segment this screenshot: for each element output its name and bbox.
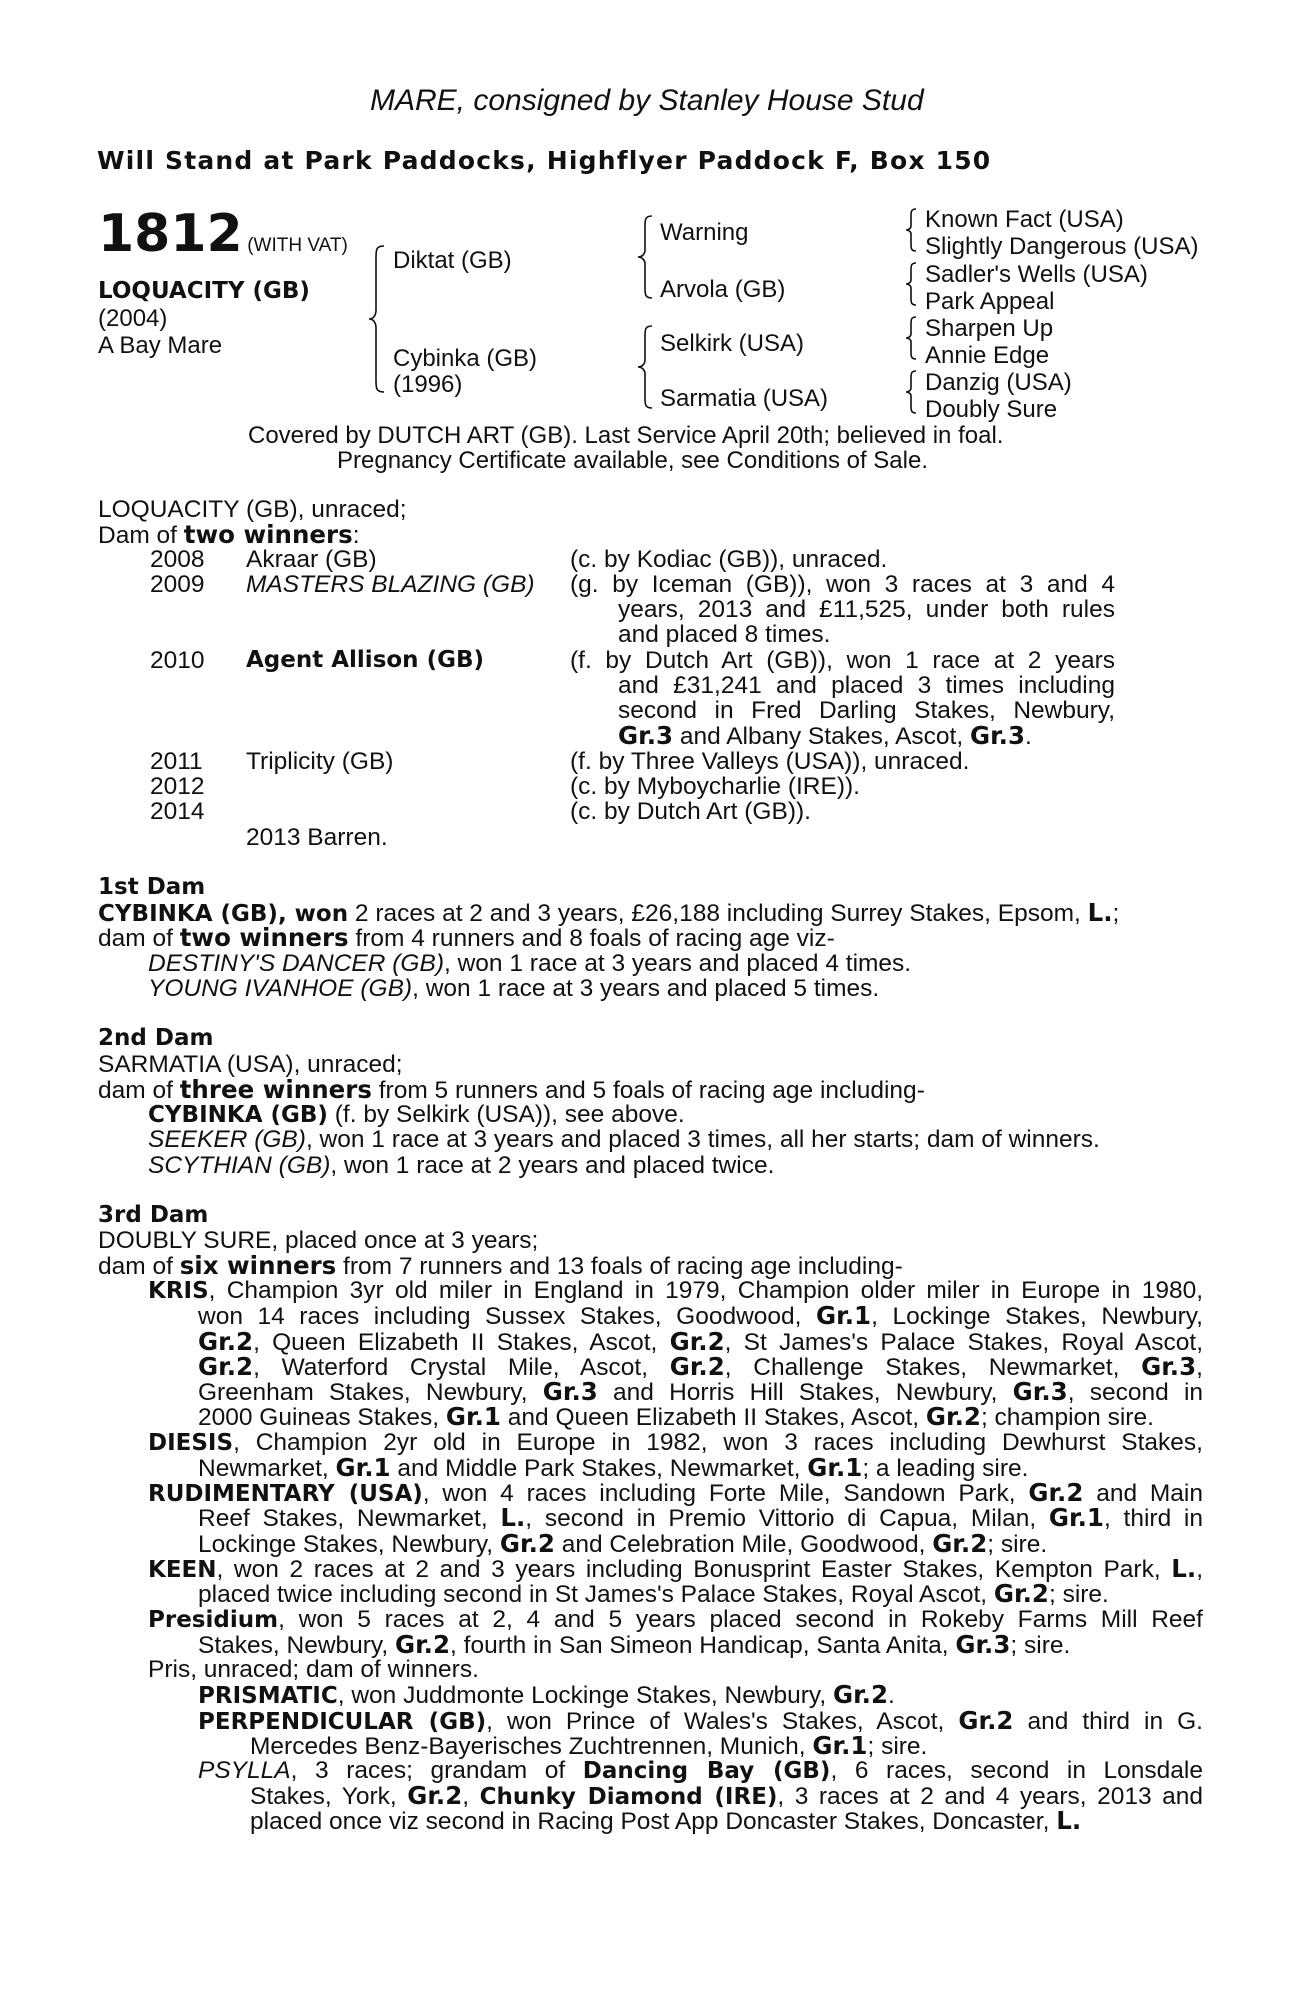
pedigree-ggp: Danzig (USA)	[925, 369, 1072, 396]
grade: Gr.3	[969, 721, 1026, 750]
foal-detail: second in Fred Darling Stakes, Newbury,	[618, 697, 1115, 724]
psylla-line	[250, 1808, 1081, 1835]
dam1-progeny	[148, 951, 911, 977]
text: won 14 races including Sussex Stakes, Goodwood,	[198, 1303, 817, 1330]
text: , third in	[1103, 1505, 1203, 1532]
pedigree-brace-ggp-1	[904, 208, 918, 252]
pedigree-dam-year: (1996)	[393, 371, 463, 398]
dam2-progeny	[148, 1153, 774, 1179]
text: ; sire.	[1010, 1632, 1071, 1659]
pedigree-ggp: Known Fact (USA)	[925, 206, 1124, 233]
text: , won Prince of Wales's Stakes, Ascot,	[486, 1708, 959, 1735]
covered-line: Covered by DUTCH ART (GB). Last Service April 20th; believed in foal.	[248, 422, 1004, 449]
dam1-dam-of	[98, 925, 835, 952]
grade: Gr.1	[812, 1731, 868, 1760]
pedigree-sire-dam: Arvola (GB)	[660, 276, 786, 303]
progeny-name: KRIS	[148, 1278, 209, 1304]
foal-year: 2008	[150, 546, 205, 573]
progeny-name: CYBINKA (GB)	[148, 1102, 328, 1128]
grand-progeny-name: Dancing Bay (GB)	[582, 1758, 831, 1784]
foal-year: 2009	[150, 571, 205, 598]
pedigree-dam-dam: Sarmatia (USA)	[660, 385, 829, 412]
pedigree-brace-ggp-3	[904, 316, 918, 360]
presidium-line	[198, 1632, 1070, 1659]
text: , won 4 races including Forte Mile, Sandown Park,	[422, 1480, 1029, 1507]
text: ,	[1196, 1556, 1203, 1583]
perpendicular-line	[250, 1733, 927, 1760]
text: dam of	[98, 1077, 180, 1104]
progeny-name: PERPENDICULAR (GB)	[198, 1709, 487, 1735]
barren-note: 2013 Barren.	[246, 824, 388, 851]
foal-name: Agent Allison (GB)	[246, 647, 484, 673]
grade: L.	[500, 1503, 526, 1532]
pedigree-dam: Cybinka (GB)	[393, 345, 538, 372]
text: and Queen Elizabeth II Stakes, Ascot,	[500, 1404, 926, 1431]
grade: L.	[1056, 1806, 1082, 1835]
text: ; sire.	[987, 1531, 1048, 1558]
pedigree-brace-parents	[368, 244, 388, 394]
horse-name: LOQUACITY (GB)	[98, 278, 310, 304]
section-heading-3rd-dam: 3rd Dam	[98, 1202, 209, 1228]
kris-line	[198, 1404, 1154, 1431]
text: , won Juddmonte Lockinge Stakes, Newbury,	[337, 1682, 833, 1709]
text: and third in G.	[1013, 1708, 1203, 1735]
vat-note: (WITH VAT)	[247, 235, 348, 256]
presidium-line	[148, 1607, 1203, 1634]
text: , won	[277, 901, 349, 927]
lot-number: 1812	[98, 204, 243, 264]
text: Mercedes Benz-Bayerisches Zuchtrennen, Munich,	[250, 1733, 813, 1760]
text: placed once viz second in Racing Post App Doncaster Stakes, Doncaster,	[250, 1808, 1057, 1835]
dam2-progeny	[148, 1102, 685, 1129]
progeny-name: DIESIS	[148, 1430, 234, 1456]
text: , Waterford Crystal Mile, Ascot,	[253, 1354, 670, 1381]
grade: Gr.1	[445, 1402, 501, 1431]
foal-detail: (f. by Three Valleys (USA)), unraced.	[570, 748, 970, 775]
text: ,	[1196, 1354, 1203, 1381]
progeny-name: SEEKER (GB)	[148, 1126, 306, 1153]
prismatic-line	[198, 1682, 895, 1710]
text: 2 races at 2 and 3 years, £26,188 including Surrey Stakes, Epsom,	[348, 900, 1088, 927]
text: and Albany Stakes, Ascot,	[673, 723, 970, 750]
grade: Gr.3	[955, 1630, 1011, 1659]
text: , won 1 race at 3 years and placed 5 times.	[412, 975, 880, 1002]
text: , fourth in San Simeon Handicap, Santa Anita,	[450, 1632, 956, 1659]
text: Stakes, Newbury,	[198, 1632, 395, 1659]
foal-detail	[618, 723, 1032, 750]
stand-location: Will Stand at Park Paddocks, Highflyer Paddock F, Box 150	[97, 146, 992, 175]
produce-dam-of	[98, 522, 360, 549]
grade: L.	[1171, 1554, 1197, 1583]
text: Greenham Stakes, Newbury,	[198, 1379, 543, 1406]
progeny-name: DESTINY'S DANCER (GB)	[148, 950, 444, 977]
dam2-intro: SARMATIA (USA), unraced;	[98, 1051, 403, 1078]
lot-block	[98, 204, 348, 264]
pedigree-ggp: Annie Edge	[925, 342, 1050, 369]
foal-detail: (c. by Myboycharlie (IRE)).	[570, 773, 860, 800]
text: , Queen Elizabeth II Stakes, Ascot,	[253, 1329, 670, 1356]
text: .	[888, 1682, 895, 1709]
progeny-name: RUDIMENTARY (USA)	[148, 1481, 423, 1507]
dam3-dam-of	[98, 1253, 903, 1280]
horse-description: A Bay Mare	[98, 332, 223, 359]
text: ,	[462, 1783, 480, 1810]
keen-line	[198, 1581, 1109, 1608]
grade: Gr.2	[198, 1352, 254, 1381]
text: .	[1025, 723, 1032, 750]
foal-detail: and £31,241 and placed 3 times including	[618, 672, 1115, 699]
foal-detail: and placed 8 times.	[618, 621, 831, 648]
grade: Gr.1	[335, 1453, 391, 1482]
text: , St James's Palace Stakes, Royal Ascot,	[724, 1329, 1204, 1356]
pedigree-ggp: Sharpen Up	[925, 315, 1054, 342]
winners-count: three winners	[179, 1075, 372, 1104]
pedigree-sire-sire: Warning	[660, 219, 749, 246]
text: , won 1 race at 3 years and placed 3 times, all her starts; dam of winners.	[305, 1126, 1100, 1153]
text: ; a leading sire.	[862, 1455, 1029, 1482]
text: , Challenge Stakes, Newmarket,	[724, 1354, 1142, 1381]
grade: Gr.3	[1141, 1352, 1197, 1381]
pedigree-brace-ggp-4	[904, 370, 918, 414]
text: placed twice including second in St James's Palace Stakes, Royal Ascot,	[198, 1581, 994, 1608]
foal-detail: (f. by Dutch Art (GB)), won 1 race at 2 years	[570, 647, 1115, 674]
diesis-line	[198, 1455, 1028, 1482]
perpendicular-line	[198, 1708, 1203, 1736]
text: , won 2 races at 2 and 3 years including Bonusprint Easter Stakes, Kempton Park,	[216, 1556, 1172, 1583]
text: dam of	[98, 1253, 180, 1280]
text: , 3 races; grandam of	[290, 1757, 583, 1784]
foal-year: 2014	[150, 798, 205, 825]
grade: Gr.2	[832, 1680, 889, 1709]
grade: Gr.1	[816, 1301, 872, 1330]
pedigree-brace-ggp-2	[904, 262, 918, 306]
rudimentary-line	[148, 1480, 1203, 1508]
grade: Gr.2	[993, 1579, 1049, 1608]
text: , 3 races at 2 and 4 years, 2013 and	[777, 1783, 1203, 1810]
text: , won 1 race at 2 years and placed twice.	[330, 1152, 775, 1179]
grade: Gr.3	[542, 1377, 598, 1406]
pedigree-ggp: Doubly Sure	[925, 396, 1058, 423]
pedigree-dam-sire: Selkirk (USA)	[660, 330, 805, 357]
grade: Gr.3	[618, 721, 674, 750]
text: Newmarket,	[198, 1455, 336, 1482]
grade: Gr.2	[669, 1327, 725, 1356]
foal-detail: years, 2013 and £11,525, under both rules	[618, 596, 1115, 623]
dam1-progeny	[148, 976, 879, 1002]
text: , 6 races, second in Lonsdale	[830, 1757, 1203, 1784]
foal-detail: (c. by Kodiac (GB)), unraced.	[570, 546, 888, 573]
progeny-name: Presidium	[148, 1607, 279, 1633]
foal-detail: (c. by Dutch Art (GB)).	[570, 798, 811, 825]
text: from 7 runners and 13 foals of racing age including-	[336, 1253, 903, 1280]
pedigree-ggp: Sadler's Wells (USA)	[925, 261, 1148, 288]
text: , Champion 3yr old miler in England in 1979, Champion older miler in Europe in 1980,	[208, 1277, 1203, 1304]
produce-intro: LOQUACITY (GB), unraced;	[98, 496, 407, 523]
dam3-intro: DOUBLY SURE, placed once at 3 years;	[98, 1227, 539, 1254]
text: ; sire.	[1048, 1581, 1109, 1608]
section-heading-1st-dam: 1st Dam	[98, 874, 206, 900]
text: dam of	[98, 925, 180, 952]
progeny-name: SCYTHIAN (GB)	[148, 1152, 331, 1179]
text: Lockinge Stakes, Newbury,	[198, 1531, 500, 1558]
kris-line	[198, 1379, 1203, 1406]
grade: Gr.2	[1028, 1478, 1084, 1507]
grand-progeny-name: Chunky Diamond (IRE)	[479, 1784, 778, 1810]
text: , second in	[1067, 1379, 1204, 1406]
text: and Middle Park Stakes, Newmarket,	[390, 1455, 808, 1482]
text: , Lockinge Stakes, Newbury,	[871, 1303, 1203, 1330]
grade: L.	[1087, 898, 1113, 927]
text: Stakes, York,	[250, 1783, 408, 1810]
foal-name: MASTERS BLAZING (GB)	[246, 571, 535, 598]
grade: Gr.1	[1048, 1503, 1104, 1532]
pedigree-ggp: Park Appeal	[925, 288, 1055, 315]
winners-count: six winners	[179, 1251, 337, 1280]
text: Dam of	[98, 522, 184, 549]
text: ;	[1112, 900, 1120, 927]
grade: Gr.2	[198, 1327, 254, 1356]
text: from 4 runners and 8 foals of racing age viz-	[348, 925, 835, 952]
winners-count: two winners	[183, 520, 353, 549]
grade: Gr.2	[958, 1706, 1014, 1735]
text: , won 5 races at 2, 4 and 5 years placed second in Rokeby Farms Mill Reef	[278, 1606, 1203, 1633]
foal-detail: (g. by Iceman (GB)), won 3 races at 3 and 4	[570, 571, 1115, 598]
text: ; champion sire.	[980, 1404, 1154, 1431]
psylla-line	[198, 1758, 1203, 1785]
text: , Champion 2yr old in Europe in 1982, won 3 races including Dewhurst Stakes,	[233, 1429, 1203, 1456]
page-title: MARE, consigned by Stanley House Stud	[370, 84, 924, 117]
rudimentary-line	[198, 1531, 1047, 1558]
kris-line	[148, 1278, 1203, 1305]
diesis-line	[148, 1430, 1203, 1457]
text: and Main	[1083, 1480, 1203, 1507]
progeny-name: KEEN	[148, 1557, 217, 1583]
pedigree-brace-dam-line	[636, 324, 656, 410]
kris-line	[198, 1303, 1203, 1330]
text: from 5 runners and 5 foals of racing age including-	[371, 1077, 925, 1104]
pedigree-ggp: Slightly Dangerous (USA)	[925, 233, 1199, 260]
text: Reef Stakes, Newmarket,	[198, 1505, 501, 1532]
foal-name: Akraar (GB)	[246, 546, 377, 573]
grade: Gr.1	[807, 1453, 863, 1482]
dam2-dam-of	[98, 1077, 925, 1104]
progeny-name: PRISMATIC	[198, 1683, 338, 1709]
foal-year: 2010	[150, 647, 205, 674]
foal-year: 2012	[150, 773, 205, 800]
winners-count: two winners	[179, 923, 349, 952]
pedigree-brace-sire-line	[636, 214, 656, 300]
progeny-name: YOUNG IVANHOE (GB)	[148, 975, 413, 1002]
grade: Gr.2	[669, 1352, 725, 1381]
text: and Horris Hill Stakes, Newbury,	[597, 1379, 1013, 1406]
grade: Gr.3	[1012, 1377, 1068, 1406]
text: and Celebration Mile, Goodwood,	[554, 1531, 933, 1558]
text: , won 1 race at 3 years and placed 4 times.	[444, 950, 912, 977]
text: , second in Premio Vittorio di Capua, Milan,	[525, 1505, 1049, 1532]
dam-name: CYBINKA (GB)	[98, 901, 278, 927]
foal-name: Triplicity (GB)	[246, 748, 394, 775]
rudimentary-line	[198, 1505, 1203, 1532]
progeny-name: PSYLLA	[198, 1757, 291, 1784]
text: 2000 Guineas Stakes,	[198, 1404, 446, 1431]
foal-year: 2011	[150, 748, 203, 775]
dam2-progeny	[148, 1127, 1100, 1153]
grade: Gr.2	[394, 1630, 451, 1659]
text: :	[352, 522, 360, 549]
pris-intro: Pris, unraced; dam of winners.	[148, 1656, 479, 1683]
grade: Gr.2	[925, 1402, 981, 1431]
text: (f. by Selkirk (USA)), see above.	[327, 1101, 685, 1128]
grade: Gr.2	[932, 1529, 988, 1558]
grade: Gr.2	[499, 1529, 555, 1558]
pregnancy-note: Pregnancy Certificate available, see Conditions of Sale.	[337, 447, 928, 474]
horse-year: (2004)	[98, 305, 168, 332]
pedigree-sire: Diktat (GB)	[393, 247, 512, 274]
section-heading-2nd-dam: 2nd Dam	[98, 1025, 214, 1051]
grade: Gr.2	[407, 1781, 463, 1810]
text: ; sire.	[867, 1733, 928, 1760]
